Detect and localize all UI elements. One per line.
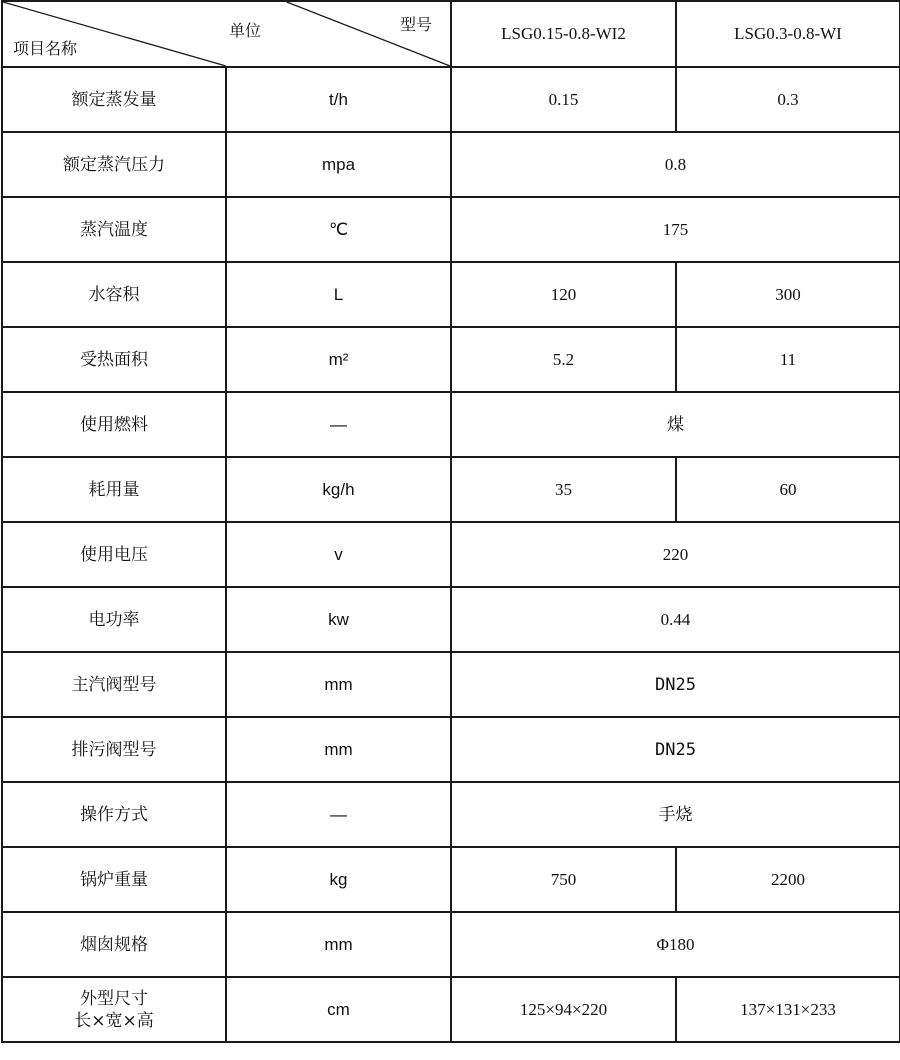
row-name: 额定蒸汽压力 <box>2 132 226 197</box>
table-row <box>2 912 900 977</box>
row-value-model-1: 5.2 <box>451 327 676 392</box>
row-value-shared: DN25 <box>451 717 900 782</box>
row-name: 使用电压 <box>2 522 226 587</box>
row-value-model-2: 137×131×233 <box>676 977 900 1042</box>
row-value-model-2: 60 <box>676 457 900 522</box>
row-unit: kg <box>226 847 451 912</box>
row-unit: cm <box>226 977 451 1042</box>
model-header: 型号 <box>399 15 432 34</box>
row-unit: mpa <box>226 132 451 197</box>
unit-header: 单位 <box>229 21 262 40</box>
row-name-line-2: 长×宽×高 <box>74 1010 154 1031</box>
row-name-two-line <box>74 988 154 1032</box>
row-unit: kg/h <box>226 457 451 522</box>
row-value-model-1: 750 <box>451 847 676 912</box>
row-unit: — <box>226 782 451 847</box>
row-unit: mm <box>226 652 451 717</box>
item-name-header: 项目名称 <box>13 39 78 58</box>
row-value-model-2: 0.3 <box>676 67 900 132</box>
model-2-header: LSG0.3-0.8-WI <box>676 1 900 67</box>
row-unit: ℃ <box>226 197 451 262</box>
row-name: 蒸汽温度 <box>2 197 226 262</box>
diagonal-header-cell <box>2 1 451 67</box>
row-name: 使用燃料 <box>2 392 226 457</box>
table-row <box>2 132 900 197</box>
row-unit: L <box>226 262 451 327</box>
row-name: 烟囱规格 <box>2 912 226 977</box>
row-name: 耗用量 <box>2 457 226 522</box>
row-unit: v <box>226 522 451 587</box>
row-name: 额定蒸发量 <box>2 67 226 132</box>
row-value-shared: DN25 <box>451 652 900 717</box>
row-value-shared: Φ180 <box>451 912 900 977</box>
table-row <box>2 782 900 847</box>
table-row <box>2 327 900 392</box>
row-unit: mm <box>226 717 451 782</box>
table-row <box>2 262 900 327</box>
row-unit: m² <box>226 327 451 392</box>
row-name: 水容积 <box>2 262 226 327</box>
row-value-shared: 220 <box>451 522 900 587</box>
row-name <box>2 977 226 1042</box>
table-row <box>2 587 900 652</box>
table-row <box>2 457 900 522</box>
row-value-model-2: 11 <box>676 327 900 392</box>
row-value-model-2: 2200 <box>676 847 900 912</box>
table-row <box>2 392 900 457</box>
row-name: 操作方式 <box>2 782 226 847</box>
row-name-line-1: 外型尺寸 <box>80 988 148 1009</box>
table-row <box>2 717 900 782</box>
boiler-spec-table <box>1 0 900 1043</box>
row-unit: kw <box>226 587 451 652</box>
row-value-model-1: 120 <box>451 262 676 327</box>
row-name: 排污阀型号 <box>2 717 226 782</box>
table-row <box>2 847 900 912</box>
row-unit: mm <box>226 912 451 977</box>
row-name: 电功率 <box>2 587 226 652</box>
row-name: 主汽阀型号 <box>2 652 226 717</box>
row-value-shared: 0.44 <box>451 587 900 652</box>
table-row <box>2 652 900 717</box>
row-value-shared: 煤 <box>451 392 900 457</box>
row-value-model-1: 125×94×220 <box>451 977 676 1042</box>
row-name: 锅炉重量 <box>2 847 226 912</box>
header-row <box>2 1 900 67</box>
table-row <box>2 197 900 262</box>
row-value-model-1: 0.15 <box>451 67 676 132</box>
row-name: 受热面积 <box>2 327 226 392</box>
row-unit: — <box>226 392 451 457</box>
model-1-header: LSG0.15-0.8-WI2 <box>451 1 676 67</box>
table-row <box>2 522 900 587</box>
table-row <box>2 67 900 132</box>
row-value-model-2: 300 <box>676 262 900 327</box>
row-value-shared: 手烧 <box>451 782 900 847</box>
row-value-shared: 175 <box>451 197 900 262</box>
row-unit: t/h <box>226 67 451 132</box>
row-value-model-1: 35 <box>451 457 676 522</box>
table-row <box>2 977 900 1042</box>
row-value-shared: 0.8 <box>451 132 900 197</box>
